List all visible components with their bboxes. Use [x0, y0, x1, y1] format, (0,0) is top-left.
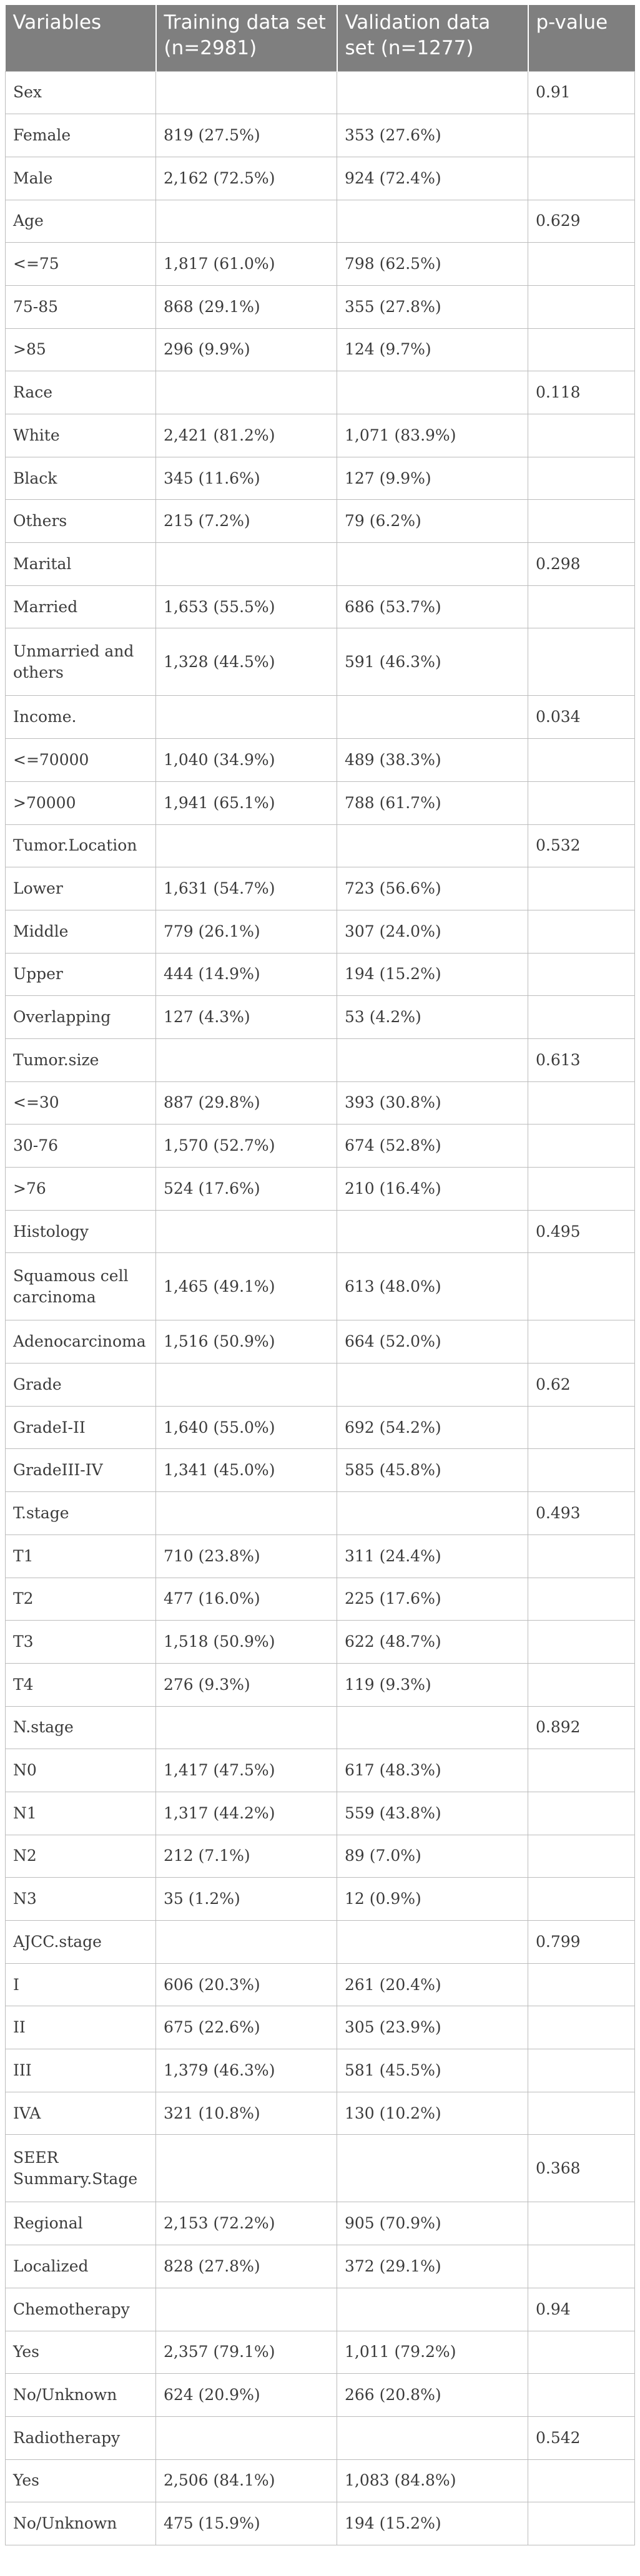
- cell-validation: 307 (24.0%): [337, 910, 528, 953]
- cell-validation: [337, 824, 528, 867]
- cell-validation: 1,083 (84.8%): [337, 2459, 528, 2502]
- cell-pvalue: 0.542: [528, 2416, 635, 2459]
- cell-pvalue: 0.892: [528, 1706, 635, 1749]
- cell-pvalue: [528, 1792, 635, 1835]
- table-row: [6, 328, 635, 371]
- cell-training: [156, 71, 337, 114]
- cell-variable: AJCC.stage: [6, 1921, 156, 1964]
- cell-training: 1,328 (44.5%): [156, 628, 337, 696]
- table-row: [6, 1878, 635, 1921]
- cell-training: 444 (14.9%): [156, 953, 337, 996]
- table-row: [6, 1749, 635, 1792]
- cell-validation: 12 (0.9%): [337, 1878, 528, 1921]
- cell-pvalue: 0.118: [528, 371, 635, 414]
- cell-variable: N0: [6, 1749, 156, 1792]
- cell-training: 1,465 (49.1%): [156, 1253, 337, 1320]
- cell-variable: II: [6, 2006, 156, 2049]
- cell-validation: 266 (20.8%): [337, 2374, 528, 2417]
- cell-training: [156, 371, 337, 414]
- cell-training: 1,417 (47.5%): [156, 1749, 337, 1792]
- table-row: [6, 200, 635, 243]
- cell-variable: SEER Summary.Stage: [6, 2135, 156, 2202]
- cell-training: 779 (26.1%): [156, 910, 337, 953]
- cell-validation: 130 (10.2%): [337, 2092, 528, 2135]
- cell-validation: 489 (38.3%): [337, 739, 528, 782]
- cell-training: [156, 1921, 337, 1964]
- cell-variable: Radiotherapy: [6, 2416, 156, 2459]
- cell-pvalue: [528, 2374, 635, 2417]
- cell-pvalue: [528, 2245, 635, 2288]
- cell-training: [156, 1706, 337, 1749]
- table-row: [6, 457, 635, 500]
- table-row: [6, 71, 635, 114]
- cell-validation: 1,011 (79.2%): [337, 2331, 528, 2374]
- cell-variable: N1: [6, 1792, 156, 1835]
- cell-training: 1,941 (65.1%): [156, 781, 337, 824]
- cell-validation: 305 (23.9%): [337, 2006, 528, 2049]
- cell-training: 868 (29.1%): [156, 285, 337, 328]
- cell-variable: Black: [6, 457, 156, 500]
- cell-validation: 591 (46.3%): [337, 628, 528, 696]
- cell-variable: T3: [6, 1621, 156, 1664]
- table-row: [6, 585, 635, 628]
- table-row: [6, 1963, 635, 2006]
- table-row: [6, 1125, 635, 1168]
- cell-variable: Tumor.size: [6, 1038, 156, 1081]
- table-row: [6, 1406, 635, 1449]
- table-row: [6, 2374, 635, 2417]
- cell-variable: Female: [6, 114, 156, 157]
- cell-training: 1,317 (44.2%): [156, 1792, 337, 1835]
- cell-variable: 30-76: [6, 1125, 156, 1168]
- cell-training: 345 (11.6%): [156, 457, 337, 500]
- cell-validation: 924 (72.4%): [337, 157, 528, 200]
- cell-training: 296 (9.9%): [156, 328, 337, 371]
- table-row: [6, 867, 635, 910]
- table-row: [6, 114, 635, 157]
- cell-pvalue: 0.629: [528, 200, 635, 243]
- cell-pvalue: [528, 2092, 635, 2135]
- cell-pvalue: [528, 2459, 635, 2502]
- cell-validation: 617 (48.3%): [337, 1749, 528, 1792]
- cell-training: 524 (17.6%): [156, 1168, 337, 1211]
- cell-validation: 1,071 (83.9%): [337, 414, 528, 457]
- cell-variable: IVA: [6, 2092, 156, 2135]
- cell-pvalue: 0.034: [528, 696, 635, 739]
- table-row: [6, 543, 635, 586]
- cell-variable: Yes: [6, 2331, 156, 2374]
- cell-validation: 613 (48.0%): [337, 1253, 528, 1320]
- cell-training: 2,153 (72.2%): [156, 2202, 337, 2245]
- cell-training: 675 (22.6%): [156, 2006, 337, 2049]
- cell-validation: 194 (15.2%): [337, 953, 528, 996]
- cell-training: 35 (1.2%): [156, 1878, 337, 1921]
- cell-variable: <=75: [6, 243, 156, 286]
- cell-pvalue: [528, 1749, 635, 1792]
- cell-validation: 798 (62.5%): [337, 243, 528, 286]
- cell-validation: 261 (20.4%): [337, 1963, 528, 2006]
- cell-validation: [337, 696, 528, 739]
- table-row: [6, 1792, 635, 1835]
- table-row: [6, 1168, 635, 1211]
- cell-pvalue: [528, 953, 635, 996]
- cell-pvalue: [528, 1963, 635, 2006]
- cell-variable: White: [6, 414, 156, 457]
- cell-pvalue: [528, 628, 635, 696]
- cell-validation: 559 (43.8%): [337, 1792, 528, 1835]
- table-row: [6, 1492, 635, 1535]
- cell-pvalue: 0.493: [528, 1492, 635, 1535]
- table-row: [6, 824, 635, 867]
- cell-validation: 79 (6.2%): [337, 500, 528, 543]
- cell-validation: 124 (9.7%): [337, 328, 528, 371]
- cell-validation: 788 (61.7%): [337, 781, 528, 824]
- table-row: [6, 1253, 635, 1320]
- cell-training: 475 (15.9%): [156, 2502, 337, 2545]
- cell-variable: Sex: [6, 71, 156, 114]
- cell-pvalue: [528, 2006, 635, 2049]
- cell-variable: >70000: [6, 781, 156, 824]
- cell-validation: [337, 1364, 528, 1407]
- cell-variable: >85: [6, 328, 156, 371]
- cell-training: 215 (7.2%): [156, 500, 337, 543]
- table-row: [6, 1364, 635, 1407]
- cell-variable: Male: [6, 157, 156, 200]
- cell-variable: Upper: [6, 953, 156, 996]
- cell-training: [156, 696, 337, 739]
- cell-training: 1,653 (55.5%): [156, 585, 337, 628]
- cell-training: [156, 1364, 337, 1407]
- cell-variable: Lower: [6, 867, 156, 910]
- cell-pvalue: [528, 1168, 635, 1211]
- table-row: [6, 414, 635, 457]
- cell-training: 212 (7.1%): [156, 1835, 337, 1878]
- table-row: [6, 157, 635, 200]
- cell-pvalue: [528, 1320, 635, 1364]
- cell-variable: GradeI-II: [6, 1406, 156, 1449]
- cell-pvalue: [528, 1578, 635, 1621]
- cell-validation: 664 (52.0%): [337, 1320, 528, 1364]
- cell-validation: 225 (17.6%): [337, 1578, 528, 1621]
- table-row: [6, 628, 635, 696]
- cell-variable: No/Unknown: [6, 2502, 156, 2545]
- cell-pvalue: [528, 996, 635, 1039]
- cell-validation: 210 (16.4%): [337, 1168, 528, 1211]
- cell-pvalue: [528, 1081, 635, 1125]
- baseline-characteristics-table: [5, 5, 635, 2545]
- cell-validation: 723 (56.6%): [337, 867, 528, 910]
- cell-validation: [337, 200, 528, 243]
- table-row: [6, 2049, 635, 2092]
- cell-pvalue: [528, 114, 635, 157]
- cell-validation: 905 (70.9%): [337, 2202, 528, 2245]
- cell-validation: 372 (29.1%): [337, 2245, 528, 2288]
- cell-variable: Squamous cell carcinoma: [6, 1253, 156, 1320]
- table-row: [6, 953, 635, 996]
- cell-training: 1,379 (46.3%): [156, 2049, 337, 2092]
- cell-variable: <=30: [6, 1081, 156, 1125]
- header-training: Training data set (n=2981): [156, 5, 337, 71]
- cell-variable: Adenocarcinoma: [6, 1320, 156, 1364]
- cell-validation: [337, 1921, 528, 1964]
- cell-training: [156, 1038, 337, 1081]
- table-row: [6, 1210, 635, 1253]
- cell-validation: 311 (24.4%): [337, 1534, 528, 1578]
- cell-validation: 355 (27.8%): [337, 285, 528, 328]
- cell-variable: 75-85: [6, 285, 156, 328]
- cell-variable: Localized: [6, 2245, 156, 2288]
- cell-variable: Overlapping: [6, 996, 156, 1039]
- cell-pvalue: [528, 1253, 635, 1320]
- cell-variable: N3: [6, 1878, 156, 1921]
- cell-training: [156, 200, 337, 243]
- cell-pvalue: 0.368: [528, 2135, 635, 2202]
- cell-validation: 674 (52.8%): [337, 1125, 528, 1168]
- cell-training: 887 (29.8%): [156, 1081, 337, 1125]
- cell-variable: >76: [6, 1168, 156, 1211]
- cell-training: 1,640 (55.0%): [156, 1406, 337, 1449]
- table-row: [6, 1534, 635, 1578]
- cell-variable: <=70000: [6, 739, 156, 782]
- cell-variable: N.stage: [6, 1706, 156, 1749]
- cell-pvalue: 0.94: [528, 2288, 635, 2331]
- cell-pvalue: 0.799: [528, 1921, 635, 1964]
- table-row: [6, 1320, 635, 1364]
- cell-pvalue: [528, 1878, 635, 1921]
- table-row: [6, 1449, 635, 1492]
- cell-validation: [337, 71, 528, 114]
- table-row: [6, 2135, 635, 2202]
- cell-pvalue: [528, 1663, 635, 1706]
- cell-validation: [337, 2135, 528, 2202]
- cell-validation: 127 (9.9%): [337, 457, 528, 500]
- cell-pvalue: [528, 414, 635, 457]
- cell-variable: Income.: [6, 696, 156, 739]
- cell-variable: Grade: [6, 1364, 156, 1407]
- cell-pvalue: [528, 1125, 635, 1168]
- cell-validation: [337, 1492, 528, 1535]
- cell-validation: [337, 1706, 528, 1749]
- table-row: [6, 1835, 635, 1878]
- cell-variable: I: [6, 1963, 156, 2006]
- table-row: [6, 2092, 635, 2135]
- cell-variable: T.stage: [6, 1492, 156, 1535]
- cell-pvalue: 0.91: [528, 71, 635, 114]
- cell-training: 1,516 (50.9%): [156, 1320, 337, 1364]
- table-row: [6, 1578, 635, 1621]
- cell-validation: [337, 1038, 528, 1081]
- table-row: [6, 2459, 635, 2502]
- cell-pvalue: [528, 585, 635, 628]
- table-row: [6, 1663, 635, 1706]
- cell-variable: N2: [6, 1835, 156, 1878]
- cell-variable: III: [6, 2049, 156, 2092]
- cell-validation: 119 (9.3%): [337, 1663, 528, 1706]
- table-row: [6, 1706, 635, 1749]
- cell-training: [156, 2135, 337, 2202]
- cell-variable: No/Unknown: [6, 2374, 156, 2417]
- header-variables: Variables: [6, 5, 156, 71]
- table-row: [6, 2245, 635, 2288]
- cell-variable: Histology: [6, 1210, 156, 1253]
- cell-pvalue: 0.613: [528, 1038, 635, 1081]
- cell-pvalue: [528, 1835, 635, 1878]
- cell-variable: Chemotherapy: [6, 2288, 156, 2331]
- cell-training: 1,631 (54.7%): [156, 867, 337, 910]
- cell-training: 710 (23.8%): [156, 1534, 337, 1578]
- cell-validation: 194 (15.2%): [337, 2502, 528, 2545]
- cell-variable: Others: [6, 500, 156, 543]
- cell-variable: T4: [6, 1663, 156, 1706]
- cell-training: 321 (10.8%): [156, 2092, 337, 2135]
- table-row: [6, 1621, 635, 1664]
- cell-training: 477 (16.0%): [156, 1578, 337, 1621]
- cell-training: [156, 1492, 337, 1535]
- cell-pvalue: [528, 500, 635, 543]
- cell-validation: [337, 543, 528, 586]
- cell-pvalue: [528, 328, 635, 371]
- cell-validation: 622 (48.7%): [337, 1621, 528, 1664]
- cell-pvalue: [528, 867, 635, 910]
- table-row: [6, 2006, 635, 2049]
- table-body: [6, 71, 635, 2545]
- cell-training: 1,570 (52.7%): [156, 1125, 337, 1168]
- cell-variable: Yes: [6, 2459, 156, 2502]
- cell-pvalue: 0.298: [528, 543, 635, 586]
- cell-training: [156, 824, 337, 867]
- table-row: [6, 2331, 635, 2374]
- cell-variable: Race: [6, 371, 156, 414]
- cell-training: 1,341 (45.0%): [156, 1449, 337, 1492]
- cell-pvalue: 0.495: [528, 1210, 635, 1253]
- table-row: [6, 2288, 635, 2331]
- table-row: [6, 371, 635, 414]
- cell-variable: T2: [6, 1578, 156, 1621]
- cell-pvalue: [528, 910, 635, 953]
- cell-validation: 353 (27.6%): [337, 114, 528, 157]
- cell-pvalue: 0.62: [528, 1364, 635, 1407]
- cell-pvalue: [528, 285, 635, 328]
- cell-training: 127 (4.3%): [156, 996, 337, 1039]
- cell-validation: 692 (54.2%): [337, 1406, 528, 1449]
- cell-variable: Regional: [6, 2202, 156, 2245]
- table-row: [6, 1081, 635, 1125]
- cell-training: 828 (27.8%): [156, 2245, 337, 2288]
- cell-variable: Married: [6, 585, 156, 628]
- table-row: [6, 2202, 635, 2245]
- cell-pvalue: [528, 2331, 635, 2374]
- cell-pvalue: [528, 157, 635, 200]
- cell-validation: 686 (53.7%): [337, 585, 528, 628]
- cell-variable: Unmarried and others: [6, 628, 156, 696]
- cell-variable: T1: [6, 1534, 156, 1578]
- table-row: [6, 285, 635, 328]
- table-header: [6, 5, 635, 71]
- cell-training: [156, 543, 337, 586]
- cell-variable: Marital: [6, 543, 156, 586]
- header-pvalue: p-value: [528, 5, 635, 71]
- cell-training: 2,357 (79.1%): [156, 2331, 337, 2374]
- cell-training: 2,162 (72.5%): [156, 157, 337, 200]
- cell-validation: [337, 1210, 528, 1253]
- cell-training: 606 (20.3%): [156, 1963, 337, 2006]
- cell-training: 819 (27.5%): [156, 114, 337, 157]
- cell-pvalue: [528, 2502, 635, 2545]
- table-row: [6, 781, 635, 824]
- cell-training: [156, 2288, 337, 2331]
- cell-pvalue: [528, 1534, 635, 1578]
- cell-training: 1,040 (34.9%): [156, 739, 337, 782]
- cell-variable: Tumor.Location: [6, 824, 156, 867]
- cell-variable: GradeIII-IV: [6, 1449, 156, 1492]
- cell-training: 624 (20.9%): [156, 2374, 337, 2417]
- cell-pvalue: [528, 781, 635, 824]
- cell-variable: Age: [6, 200, 156, 243]
- table-row: [6, 1038, 635, 1081]
- cell-training: 276 (9.3%): [156, 1663, 337, 1706]
- header-validation: Validation data set (n=1277): [337, 5, 528, 71]
- cell-pvalue: [528, 1621, 635, 1664]
- cell-training: 1,817 (61.0%): [156, 243, 337, 286]
- cell-training: 2,421 (81.2%): [156, 414, 337, 457]
- cell-validation: [337, 371, 528, 414]
- cell-pvalue: [528, 2202, 635, 2245]
- cell-validation: 393 (30.8%): [337, 1081, 528, 1125]
- cell-pvalue: [528, 739, 635, 782]
- cell-validation: 585 (45.8%): [337, 1449, 528, 1492]
- table-row: [6, 1921, 635, 1964]
- table-row: [6, 2502, 635, 2545]
- cell-validation: [337, 2288, 528, 2331]
- cell-training: 1,518 (50.9%): [156, 1621, 337, 1664]
- cell-training: [156, 2416, 337, 2459]
- cell-training: 2,506 (84.1%): [156, 2459, 337, 2502]
- table-row: [6, 910, 635, 953]
- cell-pvalue: [528, 243, 635, 286]
- header-row: [6, 5, 635, 71]
- cell-pvalue: [528, 2049, 635, 2092]
- cell-training: [156, 1210, 337, 1253]
- cell-validation: [337, 2416, 528, 2459]
- cell-pvalue: [528, 1449, 635, 1492]
- table-row: [6, 243, 635, 286]
- table-row: [6, 739, 635, 782]
- table-row: [6, 996, 635, 1039]
- cell-pvalue: [528, 1406, 635, 1449]
- cell-validation: 89 (7.0%): [337, 1835, 528, 1878]
- cell-validation: 581 (45.5%): [337, 2049, 528, 2092]
- cell-validation: 53 (4.2%): [337, 996, 528, 1039]
- table-row: [6, 696, 635, 739]
- table-row: [6, 500, 635, 543]
- cell-pvalue: 0.532: [528, 824, 635, 867]
- cell-variable: Middle: [6, 910, 156, 953]
- table-row: [6, 2416, 635, 2459]
- cell-pvalue: [528, 457, 635, 500]
